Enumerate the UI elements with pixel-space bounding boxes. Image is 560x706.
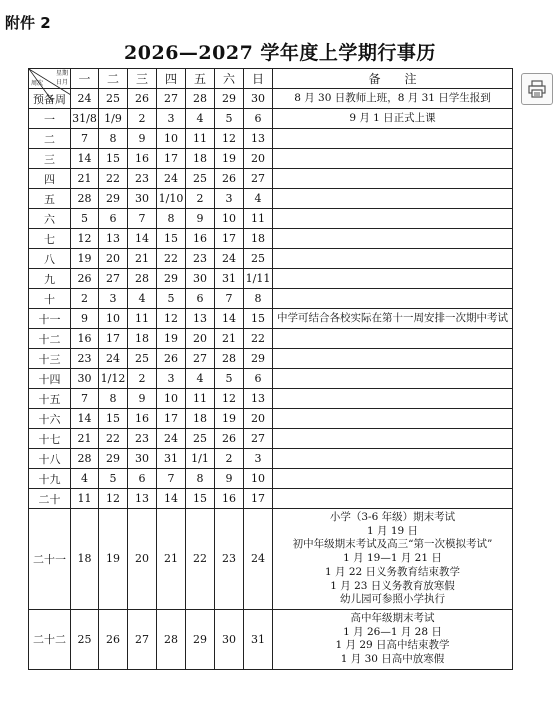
note-line: 高中年级期末考试 bbox=[350, 611, 435, 624]
date-cell-fri: 30 bbox=[186, 269, 215, 289]
date-cell-sun: 13 bbox=[244, 129, 273, 149]
date-cell-sun: 11 bbox=[244, 209, 273, 229]
date-cell-thu: 26 bbox=[157, 349, 186, 369]
notes-cell bbox=[273, 609, 513, 669]
date-cell-thu: 5 bbox=[157, 289, 186, 309]
week-label-cell: 二十一 bbox=[29, 509, 71, 610]
date-cell-mon: 19 bbox=[71, 249, 99, 269]
notes-cell bbox=[273, 329, 513, 349]
notes-cell bbox=[273, 369, 513, 389]
date-cell-fri: 27 bbox=[186, 349, 215, 369]
date-cell-sat: 10 bbox=[215, 209, 244, 229]
note-line: 1 月 19—1 月 21 日 bbox=[343, 552, 442, 565]
week-label-cell: 六 bbox=[29, 209, 71, 229]
week-label-cell: 十八 bbox=[29, 449, 71, 469]
date-cell-fri: 11 bbox=[186, 129, 215, 149]
notes-cell bbox=[273, 489, 513, 509]
date-cell-thu: 8 bbox=[157, 209, 186, 229]
table-row bbox=[29, 169, 513, 189]
week-label-cell: 十三 bbox=[29, 349, 71, 369]
date-cell-sat: 26 bbox=[215, 169, 244, 189]
date-cell-thu: 31 bbox=[157, 449, 186, 469]
date-cell-sun: 18 bbox=[244, 229, 273, 249]
notes-cell bbox=[273, 509, 513, 610]
date-cell-wed: 9 bbox=[128, 129, 157, 149]
date-cell-wed: 13 bbox=[128, 489, 157, 509]
date-cell-sat: 17 bbox=[215, 229, 244, 249]
date-cell-thu: 10 bbox=[157, 129, 186, 149]
date-cell-wed: 27 bbox=[128, 609, 157, 669]
week-label-cell: 十一 bbox=[29, 309, 71, 329]
date-cell-sun: 10 bbox=[244, 469, 273, 489]
date-cell-sun: 17 bbox=[244, 489, 273, 509]
note-line: 初中年级期末考试及高三“第一次模拟考试” bbox=[292, 538, 493, 551]
note-line: 小学（3-6 年级）期末考试 bbox=[329, 510, 456, 523]
date-cell-thu: 24 bbox=[157, 169, 186, 189]
table-row bbox=[29, 209, 513, 229]
date-cell-thu: 3 bbox=[157, 109, 186, 129]
header-day-sun: 日 bbox=[244, 69, 273, 89]
date-cell-thu: 14 bbox=[157, 489, 186, 509]
printer-icon bbox=[527, 79, 547, 99]
week-label-cell: 九 bbox=[29, 269, 71, 289]
date-cell-tue: 15 bbox=[99, 409, 128, 429]
date-cell-sun: 25 bbox=[244, 249, 273, 269]
week-label-cell: 五 bbox=[29, 189, 71, 209]
date-cell-fri: 8 bbox=[186, 469, 215, 489]
date-cell-wed: 20 bbox=[128, 509, 157, 610]
date-cell-tue: 25 bbox=[99, 89, 128, 109]
table-row bbox=[29, 469, 513, 489]
page-title: 2026—2027 学年度上学期行事历 bbox=[124, 42, 436, 64]
date-cell-mon: 28 bbox=[71, 189, 99, 209]
date-cell-fri: 1/1 bbox=[186, 449, 215, 469]
date-cell-sun: 27 bbox=[244, 429, 273, 449]
date-cell-sun: 27 bbox=[244, 169, 273, 189]
date-cell-sat: 16 bbox=[215, 489, 244, 509]
date-cell-wed: 23 bbox=[128, 169, 157, 189]
date-cell-fri: 18 bbox=[186, 149, 215, 169]
date-cell-thu: 21 bbox=[157, 509, 186, 610]
date-cell-tue: 24 bbox=[99, 349, 128, 369]
note-line: 8 月 30 日教师上班，8 月 31 日学生报到 bbox=[294, 91, 491, 104]
note-line: 9 月 1 日正式上课 bbox=[349, 111, 436, 124]
note-line: 中学可结合各校实际在第十一周安排一次期中考试 bbox=[277, 311, 508, 324]
date-cell-tue: 6 bbox=[99, 209, 128, 229]
date-cell-wed: 6 bbox=[128, 469, 157, 489]
week-label-cell: 十四 bbox=[29, 369, 71, 389]
week-label-cell: 二十 bbox=[29, 489, 71, 509]
date-cell-thu: 24 bbox=[157, 429, 186, 449]
notes-cell bbox=[273, 249, 513, 269]
date-cell-thu: 27 bbox=[157, 89, 186, 109]
print-button[interactable] bbox=[521, 73, 553, 105]
note-line: 幼儿园可参照小学执行 bbox=[340, 593, 445, 606]
attachment-label: 附件 2 bbox=[5, 14, 51, 32]
date-cell-fri: 22 bbox=[186, 509, 215, 610]
date-cell-fri: 23 bbox=[186, 249, 215, 269]
notes-cell bbox=[273, 269, 513, 289]
note-line: 1 月 19 日 bbox=[366, 524, 419, 537]
table-row bbox=[29, 369, 513, 389]
week-label-cell: 十七 bbox=[29, 429, 71, 449]
corner-label-date: 日月 bbox=[55, 79, 68, 86]
date-cell-fri: 2 bbox=[186, 189, 215, 209]
date-cell-wed: 9 bbox=[128, 389, 157, 409]
week-label-cell: 二十二 bbox=[29, 609, 71, 669]
date-cell-tue: 17 bbox=[99, 329, 128, 349]
date-cell-sun: 4 bbox=[244, 189, 273, 209]
date-cell-tue: 15 bbox=[99, 149, 128, 169]
notes-cell bbox=[273, 209, 513, 229]
date-cell-tue: 3 bbox=[99, 289, 128, 309]
date-cell-sun: 6 bbox=[244, 109, 273, 129]
table-row bbox=[29, 249, 513, 269]
date-cell-sun: 6 bbox=[244, 369, 273, 389]
notes-cell bbox=[273, 389, 513, 409]
date-cell-sat: 24 bbox=[215, 249, 244, 269]
table-row bbox=[29, 429, 513, 449]
header-day-wed: 三 bbox=[128, 69, 157, 89]
date-cell-mon: 7 bbox=[71, 129, 99, 149]
date-cell-thu: 19 bbox=[157, 329, 186, 349]
date-cell-thu: 28 bbox=[157, 609, 186, 669]
date-cell-mon: 7 bbox=[71, 389, 99, 409]
date-cell-fri: 4 bbox=[186, 369, 215, 389]
date-cell-fri: 16 bbox=[186, 229, 215, 249]
date-cell-tue: 20 bbox=[99, 249, 128, 269]
corner-header-cell bbox=[29, 69, 71, 89]
date-cell-sat: 29 bbox=[215, 89, 244, 109]
date-cell-sat: 9 bbox=[215, 469, 244, 489]
week-label-cell: 十六 bbox=[29, 409, 71, 429]
header-day-mon: 一 bbox=[71, 69, 99, 89]
date-cell-wed: 26 bbox=[128, 89, 157, 109]
date-cell-sat: 12 bbox=[215, 389, 244, 409]
notes-cell bbox=[273, 149, 513, 169]
notes-cell bbox=[273, 109, 513, 129]
date-cell-wed: 2 bbox=[128, 109, 157, 129]
notes-cell bbox=[273, 349, 513, 369]
date-cell-thu: 12 bbox=[157, 309, 186, 329]
date-cell-sat: 19 bbox=[215, 149, 244, 169]
date-cell-sat: 5 bbox=[215, 369, 244, 389]
notes-cell bbox=[273, 409, 513, 429]
date-cell-sun: 20 bbox=[244, 149, 273, 169]
date-cell-fri: 13 bbox=[186, 309, 215, 329]
date-cell-tue: 13 bbox=[99, 229, 128, 249]
date-cell-fri: 4 bbox=[186, 109, 215, 129]
date-cell-sat: 3 bbox=[215, 189, 244, 209]
week-label-cell: 二 bbox=[29, 129, 71, 149]
notes-cell bbox=[273, 449, 513, 469]
date-cell-sat: 21 bbox=[215, 329, 244, 349]
date-cell-fri: 18 bbox=[186, 409, 215, 429]
table-row bbox=[29, 409, 513, 429]
notes-cell bbox=[273, 469, 513, 489]
date-cell-wed: 2 bbox=[128, 369, 157, 389]
note-line: 1 月 22 日义务教育结束教学 bbox=[324, 565, 461, 578]
week-label-cell: 十二 bbox=[29, 329, 71, 349]
date-cell-tue: 27 bbox=[99, 269, 128, 289]
date-cell-mon: 25 bbox=[71, 609, 99, 669]
date-cell-wed: 16 bbox=[128, 149, 157, 169]
date-cell-sat: 28 bbox=[215, 349, 244, 369]
date-cell-wed: 28 bbox=[128, 269, 157, 289]
table-row bbox=[29, 329, 513, 349]
date-cell-sun: 13 bbox=[244, 389, 273, 409]
header-day-tue: 二 bbox=[99, 69, 128, 89]
note-line: 1 月 29 日高中结束教学 bbox=[335, 639, 450, 652]
date-cell-wed: 18 bbox=[128, 329, 157, 349]
date-cell-mon: 26 bbox=[71, 269, 99, 289]
table-row bbox=[29, 609, 513, 669]
table-row bbox=[29, 109, 513, 129]
date-cell-sun: 31 bbox=[244, 609, 273, 669]
date-cell-fri: 6 bbox=[186, 289, 215, 309]
week-label-cell: 四 bbox=[29, 169, 71, 189]
table-row bbox=[29, 389, 513, 409]
date-cell-thu: 29 bbox=[157, 269, 186, 289]
note-line: 1 月 26—1 月 28 日 bbox=[343, 625, 442, 638]
table-row bbox=[29, 129, 513, 149]
date-cell-mon: 31/8 bbox=[71, 109, 99, 129]
table-row bbox=[29, 289, 513, 309]
date-cell-sun: 24 bbox=[244, 509, 273, 610]
date-cell-mon: 23 bbox=[71, 349, 99, 369]
date-cell-fri: 20 bbox=[186, 329, 215, 349]
date-cell-sat: 12 bbox=[215, 129, 244, 149]
week-label-cell: 一 bbox=[29, 109, 71, 129]
date-cell-thu: 10 bbox=[157, 389, 186, 409]
date-cell-sat: 30 bbox=[215, 609, 244, 669]
date-cell-wed: 11 bbox=[128, 309, 157, 329]
date-cell-tue: 8 bbox=[99, 389, 128, 409]
date-cell-sat: 31 bbox=[215, 269, 244, 289]
date-cell-wed: 30 bbox=[128, 189, 157, 209]
date-cell-sat: 5 bbox=[215, 109, 244, 129]
date-cell-wed: 25 bbox=[128, 349, 157, 369]
notes-cell bbox=[273, 169, 513, 189]
header-row bbox=[29, 69, 513, 89]
table-row bbox=[29, 489, 513, 509]
notes-cell bbox=[273, 189, 513, 209]
date-cell-thu: 1/10 bbox=[157, 189, 186, 209]
date-cell-sat: 19 bbox=[215, 409, 244, 429]
table-row bbox=[29, 149, 513, 169]
date-cell-mon: 21 bbox=[71, 169, 99, 189]
date-cell-sun: 20 bbox=[244, 409, 273, 429]
week-label-cell: 八 bbox=[29, 249, 71, 269]
notes-cell bbox=[273, 429, 513, 449]
date-cell-sun: 30 bbox=[244, 89, 273, 109]
date-cell-mon: 14 bbox=[71, 149, 99, 169]
notes-cell bbox=[273, 229, 513, 249]
corner-label-week: 周次 bbox=[31, 80, 44, 87]
date-cell-sat: 23 bbox=[215, 509, 244, 610]
date-cell-fri: 28 bbox=[186, 89, 215, 109]
date-cell-mon: 30 bbox=[71, 369, 99, 389]
calendar-table bbox=[28, 68, 513, 670]
date-cell-tue: 29 bbox=[99, 189, 128, 209]
date-cell-sun: 3 bbox=[244, 449, 273, 469]
date-cell-sat: 2 bbox=[215, 449, 244, 469]
date-cell-mon: 12 bbox=[71, 229, 99, 249]
header-notes: 备 注 bbox=[273, 69, 513, 89]
date-cell-sun: 29 bbox=[244, 349, 273, 369]
date-cell-wed: 14 bbox=[128, 229, 157, 249]
date-cell-thu: 17 bbox=[157, 409, 186, 429]
date-cell-thu: 3 bbox=[157, 369, 186, 389]
table-row bbox=[29, 189, 513, 209]
date-cell-tue: 22 bbox=[99, 429, 128, 449]
note-line: 1 月 30 日高中放寒假 bbox=[340, 652, 445, 665]
date-cell-fri: 25 bbox=[186, 429, 215, 449]
note-line: 1 月 23 日义务教育放寒假 bbox=[330, 579, 455, 592]
table-row bbox=[29, 349, 513, 369]
notes-cell bbox=[273, 89, 513, 109]
week-label-cell: 十 bbox=[29, 289, 71, 309]
date-cell-tue: 8 bbox=[99, 129, 128, 149]
table-row bbox=[29, 509, 513, 610]
date-cell-tue: 10 bbox=[99, 309, 128, 329]
date-cell-sun: 8 bbox=[244, 289, 273, 309]
date-cell-sat: 7 bbox=[215, 289, 244, 309]
date-cell-sat: 26 bbox=[215, 429, 244, 449]
date-cell-thu: 22 bbox=[157, 249, 186, 269]
date-cell-wed: 16 bbox=[128, 409, 157, 429]
date-cell-wed: 30 bbox=[128, 449, 157, 469]
date-cell-wed: 23 bbox=[128, 429, 157, 449]
date-cell-tue: 22 bbox=[99, 169, 128, 189]
date-cell-thu: 15 bbox=[157, 229, 186, 249]
date-cell-mon: 11 bbox=[71, 489, 99, 509]
date-cell-tue: 29 bbox=[99, 449, 128, 469]
notes-cell bbox=[273, 309, 513, 329]
week-label-cell: 十九 bbox=[29, 469, 71, 489]
date-cell-mon: 16 bbox=[71, 329, 99, 349]
date-cell-mon: 24 bbox=[71, 89, 99, 109]
date-cell-mon: 14 bbox=[71, 409, 99, 429]
week-label-cell: 三 bbox=[29, 149, 71, 169]
table-row bbox=[29, 229, 513, 249]
table-row bbox=[29, 449, 513, 469]
date-cell-fri: 11 bbox=[186, 389, 215, 409]
table-row bbox=[29, 309, 513, 329]
date-cell-sun: 15 bbox=[244, 309, 273, 329]
date-cell-mon: 4 bbox=[71, 469, 99, 489]
header-day-thu: 四 bbox=[157, 69, 186, 89]
week-label-cell: 十五 bbox=[29, 389, 71, 409]
week-label-cell: 七 bbox=[29, 229, 71, 249]
date-cell-thu: 7 bbox=[157, 469, 186, 489]
date-cell-fri: 9 bbox=[186, 209, 215, 229]
table-row bbox=[29, 269, 513, 289]
corner-label-weekday: 星期 bbox=[55, 70, 68, 77]
date-cell-tue: 19 bbox=[99, 509, 128, 610]
date-cell-tue: 26 bbox=[99, 609, 128, 669]
date-cell-sun: 22 bbox=[244, 329, 273, 349]
header-day-fri: 五 bbox=[186, 69, 215, 89]
date-cell-fri: 15 bbox=[186, 489, 215, 509]
date-cell-tue: 5 bbox=[99, 469, 128, 489]
date-cell-mon: 5 bbox=[71, 209, 99, 229]
week-label-cell: 预备周 bbox=[29, 89, 71, 109]
date-cell-mon: 2 bbox=[71, 289, 99, 309]
date-cell-fri: 25 bbox=[186, 169, 215, 189]
date-cell-thu: 17 bbox=[157, 149, 186, 169]
date-cell-tue: 12 bbox=[99, 489, 128, 509]
date-cell-tue: 1/9 bbox=[99, 109, 128, 129]
date-cell-sun: 1/11 bbox=[244, 269, 273, 289]
notes-cell bbox=[273, 289, 513, 309]
date-cell-wed: 21 bbox=[128, 249, 157, 269]
date-cell-mon: 28 bbox=[71, 449, 99, 469]
date-cell-wed: 4 bbox=[128, 289, 157, 309]
header-day-sat: 六 bbox=[215, 69, 244, 89]
date-cell-wed: 7 bbox=[128, 209, 157, 229]
date-cell-fri: 29 bbox=[186, 609, 215, 669]
notes-cell bbox=[273, 129, 513, 149]
date-cell-mon: 18 bbox=[71, 509, 99, 610]
date-cell-mon: 21 bbox=[71, 429, 99, 449]
date-cell-tue: 1/12 bbox=[99, 369, 128, 389]
date-cell-sat: 14 bbox=[215, 309, 244, 329]
date-cell-mon: 9 bbox=[71, 309, 99, 329]
table-row bbox=[29, 89, 513, 109]
